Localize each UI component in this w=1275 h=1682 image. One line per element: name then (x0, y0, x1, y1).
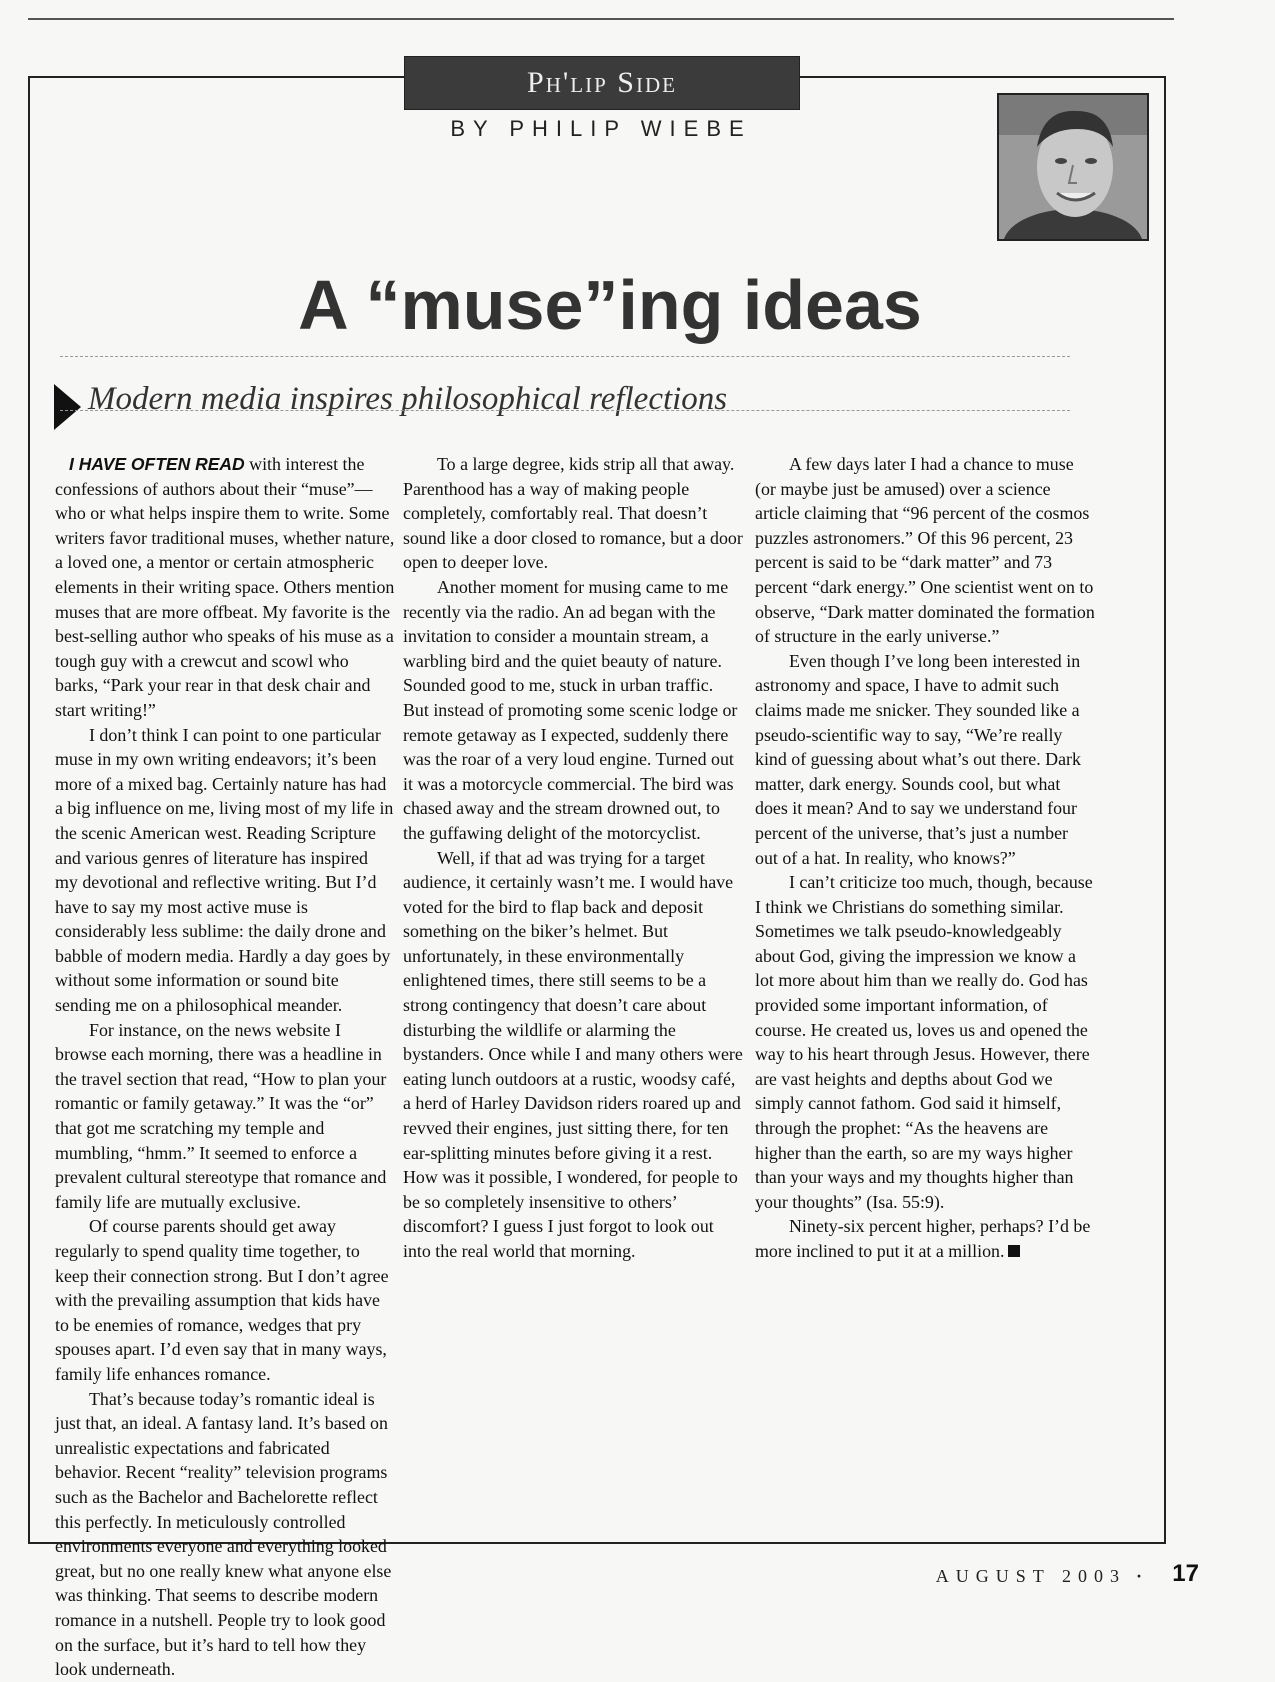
folio (936, 1566, 1159, 1587)
article-paragraph: For instance, on the news website I browse each morning, there was a headline in the travel section that read, “How to plan your romantic or family getaway.” It was the “or” that got me scratching my temple and mumbling, “hmm.” It seemed to enforce a prevalent cultural stereotype that romance and family life are mutually exclusive. (55, 1019, 387, 1212)
dek: Modern media inspires philosophical reflections (88, 381, 728, 417)
issue-date: AUGUST 2003 (935, 1566, 1126, 1586)
article-paragraph-1: I HAVE OFTEN READ with interest the confessions of authors about their “muse”—who or what helps inspire them to write. Some writers favor traditional muses, whether nature, a loved one, a mentor or certain atmospheric elements in their writing space. Others mention muses that are more offbeat. My favorite is the best-selling author who speaks of his muse as a tough guy with a crewcut and scowl who barks, “Park your rear in that desk chair and start writing!” (55, 454, 395, 720)
author-portrait-icon (999, 95, 1147, 239)
article-paragraph: Even though I’ve long been interested in astronomy and space, I have to admit such claims made me snicker. They sounded like a pseudo-scientific way to say, “We’re really kind of guessing about what’s out there. Dark matter, dark energy. Sounds cool, but what does it mean? And to say we understand four percent of the universe, that’s just a number out of a hat. In reality, who knows?” (755, 650, 1081, 868)
article-column-1 (55, 452, 395, 1682)
column-banner: Ph'lip Side (404, 56, 800, 110)
byline: BY PHILIP WIEBE (450, 116, 752, 141)
article-paragraph: A few days later I had a chance to muse (or maybe just be amused) over a science article claiming that “96 percent of the cosmos puzzles astronomers.” Of this 96 percent, 23 percent is said to be “dark matter” and 73 percent “dark energy.” One scientist went on to observe, “Dark matter dominated the formation of structure in the early universe.” (755, 454, 1095, 647)
article-paragraph: Well, if that ad was trying for a target audience, it certainly wasn’t me. I would have voted for the bird to flap back and deposit something on the biker’s helmet. But unfortunately, in these environmentally enlightened times, there still seems to be a strong contingency that doesn’t care about disturbing the wildlife or alarming the bystanders. Once while I and many others were eating lunch outdoors at a rustic, woodsy café, a herd of Harley Davidson riders roared up and revved their engines, just sitting there, for ten ear-splitting minutes before giving it a rest. How was it possible, I wondered, for people to be so completely insensitive to others’ discomfort? I guess I just forgot to look out into the real world that morning. (403, 847, 743, 1261)
article-paragraph: Another moment for musing came to me recently via the radio. An ad began with the invitation to consider a mountain stream, a warbling bird and the quiet beauty of nature. Sounded good to me, stuck in urban traffic. But instead of promoting some scenic lodge or remote getaway as I expected, suddenly there was the roar of a very loud engine. Turned out it was a motorcycle commercial. The bird was chased away and the stream drowned out, to the guffawing delight of the motorcyclist. (403, 576, 738, 843)
end-mark-icon (1008, 1245, 1020, 1257)
bullet-separator: · (1135, 1566, 1149, 1586)
dek-rule-top (60, 356, 1070, 357)
article-paragraph-last: Ninety-six percent higher, perhaps? I’d be more inclined to put it at a million. (755, 1216, 1091, 1261)
article-paragraph: I can’t criticize too much, though, because I think we Christians do something similar. Sometimes we talk pseudo-knowledgeably about God, giving the impression we know a lot more about him than we really do. God has provided some important information, of course. He created us, loves us and opened the way to his heart through Jesus. However, there are vast heights and depths about God we simply cannot fathom. God said it himself, through the prophet: “As the heavens are higher than the earth, so are my ways higher than your ways and my thoughts higher than your thoughts” (Isa. 55:9). (755, 872, 1093, 1212)
article-paragraph: To a large degree, kids strip all that away. Parenthood has a way of making people completely, comfortably real. That doesn’t sound like a door closed to romance, but a door open to deeper love. (403, 454, 743, 573)
author-photo (997, 93, 1149, 241)
dek-rule-bottom (60, 410, 1070, 411)
article-paragraph: I don’t think I can point to one particular muse in my own writing endeavors; it’s been more of a mixed bag. Certainly nature has had a big influence on me, living most of my life in the scenic American west. Reading Scripture and various genres of literature has inspired my devotional and reflective writing. But I’d have to say my most active muse is considerably less sublime: the daily drone and babble of modern media. Hardly a day goes by without some information or sound bite sending me on a philosophical meander. (55, 724, 394, 1016)
article-column-2 (403, 452, 743, 1264)
article-column-3 (755, 452, 1095, 1264)
dek-arrow-icon (54, 384, 81, 430)
headline: A “muse”ing ideas (298, 266, 922, 344)
top-rule (28, 18, 1174, 20)
article-paragraph: That’s because today’s romantic ideal is just that, an ideal. A fantasy land. It’s based on unrealistic expectations and fabricated behavior. Recent “reality” television programs such as the Bachelor and Bachelorette reflect this perfectly. In meticulously controlled environments everyone and everything looked great, but no one really knew what anyone else was thinking. That seems to describe modern romance in a nutshell. People try to look good on the surface, but it’s hard to tell how they look underneath. (55, 1388, 392, 1680)
page-number: 17 (1172, 1560, 1199, 1587)
lead-in: I HAVE OFTEN READ (69, 454, 245, 474)
article-paragraph: Of course parents should get away regularly to spend quality time together, to keep their connection strong. But I don’t agree with the prevailing assumption that kids have to be enemies of romance, wedges that pry spouses apart. I’d even say that in many ways, family life enhances romance. (55, 1216, 389, 1384)
